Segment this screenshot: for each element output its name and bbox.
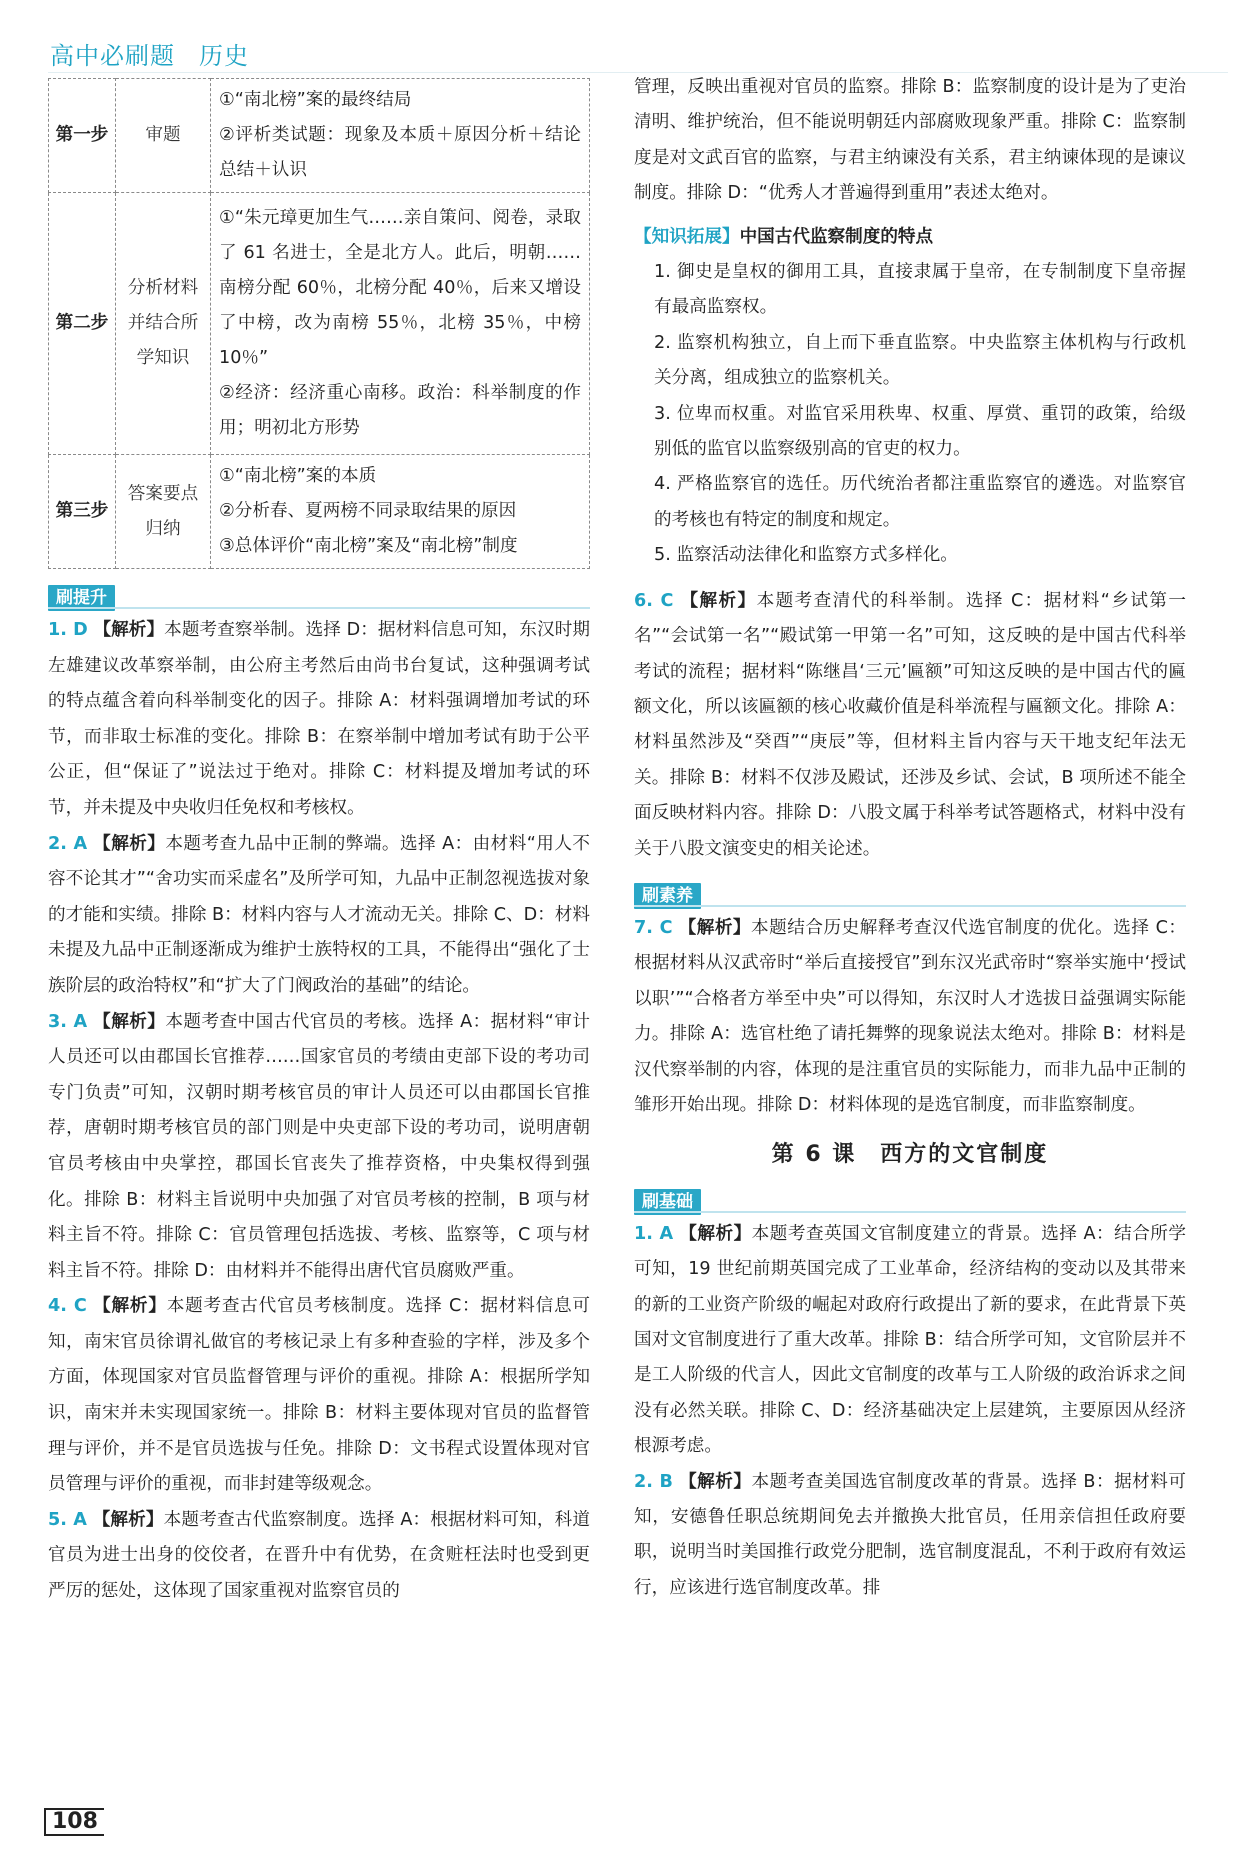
section-tag-row — [48, 581, 590, 609]
knowledge-item: 3. 位卑而权重。对监官采用秩卑、权重、厚赏、重罚的政策，给级别低的监官以监察级别高的官吏的权力。 — [654, 403, 1186, 460]
running-header — [50, 36, 249, 71]
answer-item — [48, 1503, 590, 1610]
answer-number: 1. D — [48, 620, 88, 640]
step-line: ①“南北榜”案的本质 — [219, 466, 377, 486]
answer-number: 7. C — [634, 917, 673, 938]
step-line: ②分析春、夏两榜不同录取结果的原因 — [219, 501, 517, 521]
lesson-title: 第 6 课 西方的文官制度 — [771, 1142, 1049, 1168]
answer-number: 1. A — [634, 1223, 674, 1244]
section-tag-row — [634, 879, 1186, 907]
answer-number: 2. A — [48, 833, 88, 854]
knowledge-tag: 【知识拓展】 — [634, 226, 740, 247]
answer-text: 本题结合历史解释考查汉代选官制度的优化。选择 C：根据材料从汉武帝时“举后直接授官”到东汉光武帝时“察举实施中‘授试以职’”“合格者方举至中央”可以得知，东汉时人才选拔日益强调实际能力。排除 A：选官杜绝了请托舞弊的现象说法太绝对。排除 B：材料是汉代察举制的内容，体现的是注重官员的实际能力，而非九品中正制的雏形开始出现。排除 D：材料体现的是选官制度，而非监察制度。 — [634, 917, 1186, 1115]
answer-number: 6. C — [634, 590, 674, 611]
knowledge-heading — [634, 220, 1186, 255]
analysis-label: 【解析】 — [680, 590, 757, 611]
right-column — [634, 70, 1186, 1606]
step-line: ②经济：经济重心南移。政治：科举制度的作用；明初北方形势 — [219, 383, 581, 438]
step-task: 分析材料并结合所学知识 — [116, 193, 211, 455]
answer-item — [48, 827, 590, 1005]
analysis-label: 【解析】 — [679, 1471, 752, 1492]
knowledge-box — [634, 220, 1186, 574]
analysis-label: 【解析】 — [93, 1011, 166, 1032]
step-task: 审题 — [116, 79, 211, 193]
section-tag-jichu: 刷基础 — [634, 1189, 701, 1215]
answer-text: 本题考查英国文官制度建立的背景。选择 A：结合所学可知，19 世纪前期英国完成了工业革命，经济结构的变动以及其带来的新的工业资产阶级的崛起对政府行政提出了新的要求，在此背景下英国对文官制度进行了重大改革。排除 B：结合所学可知，文官阶层并不是工人阶级的代言人，因此文官制度的改革与工人阶级的政治诉求之间没有必然关联。排除 C、D：经济基础决定上层建筑，主要原因从经济根源考虑。 — [634, 1223, 1186, 1457]
analysis-label: 【解析】 — [93, 1296, 167, 1317]
left-column — [48, 78, 590, 1610]
knowledge-item: 4. 严格监察官的选任。历代统治者都注重监察官的遴选。对监察官的考核也有特定的制度和规定。 — [654, 474, 1186, 530]
step-line: ①“朱元璋更加生气……亲自策问、阅卷，录取了 61 名进士，全是北方人。此后，明朝……南榜分配 60％，北榜分配 40％，后来又增设了中榜，改为南榜 55％，北榜 35％，中榜 10％” — [219, 208, 581, 368]
step-task: 答案要点归纳 — [116, 455, 211, 569]
answer-text: 本题考查九品中正制的弊端。选择 A：由材料“用人不容不论其才”“舍功实而采虚名”及所学可知，九品中正制忽视选拔对象的才能和实绩。排除 B：材料内容与人才流动无关。排除 C、D：材料未提及九品中正制逐渐成为维护士族特权的工具，不能得出“强化了士族阶层的政治特权”和“扩大了门阀政治的基础”的结论。 — [48, 833, 590, 996]
answer-item — [634, 1217, 1186, 1465]
answer-text: 本题考查察举制。选择 D：据材料信息可知，东汉时期左雄建议改革察举制，由公府主考然后由尚书台复试，这种强调考试的特点蕴含着向科举制变化的因子。排除 A：材料强调增加考试的环节，而非取士标准的变化。排除 B：在察举制中增加考试有助于公平公正，但“保证了”说法过于绝对。排除 C：材料提及增加考试的环节，并未提及中央收归任免权和考核权。 — [48, 620, 590, 818]
answer-number: 4. C — [48, 1296, 87, 1317]
answer-continuation: 管理，反映出重视对官员的监察。排除 B：监察制度的设计是为了吏治清明、维护统治，但不能说明朝廷内部腐败现象严重。排除 C：监察制度是对文武百官的监察，与君主纳谏没有关系，君主纳谏体现的是谏议制度。排除 D：“优秀人才普遍得到重用”表述太绝对。 — [634, 77, 1186, 204]
book-title: 高中必刷题 — [50, 42, 175, 70]
step-row-1 — [49, 79, 590, 193]
step-row-3 — [49, 455, 590, 569]
analysis-label: 【解析】 — [93, 620, 165, 640]
step-content — [211, 455, 590, 569]
answer-item — [48, 1289, 590, 1503]
analysis-label: 【解析】 — [678, 917, 752, 938]
subject-title: 历史 — [199, 42, 249, 70]
answer-text: 本题考查美国选官制度改革的背景。选择 B：据材料可知，安德鲁任职总统期间免去并撤换大批官员，任用亲信担任政府要职，说明当时美国推行政党分肥制，选官制度混乱，不利于政府有效运行，应该进行选官制度改革。排 — [634, 1471, 1186, 1598]
answer-item — [634, 911, 1186, 1123]
knowledge-item: 5. 监察活动法律化和监察方式多样化。 — [654, 545, 958, 566]
section-tag-suyang: 刷素养 — [634, 883, 701, 909]
knowledge-item: 1. 御史是皇权的御用工具，直接隶属于皇帝，在专制制度下皇帝握有最高监察权。 — [654, 262, 1186, 318]
answer-number: 5. A — [48, 1509, 87, 1530]
steps-table — [48, 78, 590, 569]
answer-item — [634, 1465, 1186, 1607]
answer-item — [48, 613, 590, 827]
page-number: 108 — [44, 1808, 104, 1836]
answer-number: 3. A — [48, 1011, 88, 1032]
step-line: ②评析类试题：现象及本质＋原因分析＋结论总结＋认识 — [219, 125, 581, 180]
answer-number: 2. B — [634, 1471, 673, 1492]
answer-item — [634, 584, 1186, 867]
step-line: ①“南北榜”案的最终结局 — [219, 90, 412, 110]
knowledge-title: 中国古代监察制度的特点 — [739, 226, 934, 247]
answer-text: 本题考查古代官员考核制度。选择 C：据材料信息可知，南宋官员徐谓礼做官的考核记录上有多种查验的字样，涉及多个方面，体现国家对官员监督管理与评价的重视。排除 A：根据所学知识，南宋并未实现国家统一。排除 B：材料主要体现对官员的监督管理与评价，并不是官员选拔与任免。排除 D：文书程式设置体现对官员管理与评价的重视，而非封建等级观念。 — [48, 1296, 590, 1495]
answer-text: 本题考查清代的科举制。选择 C：据材料“乡试第一名”“会试第一名”“殿试第一甲第一名”可知，这反映的是中国古代科举考试的流程；据材料“陈继昌‘三元’匾额”可知这反映的是中国古代的匾额文化，所以该匾额的核心收藏价值是科举流程与匾额文化。排除 A：材料虽然涉及“癸酉”“庚辰”等，但材料主旨内容与天干地支纪年法无关。排除 B：材料不仅涉及殿试，还涉及乡试、会试，B 项所述不能全面反映材料内容。排除 D：八股文属于科举考试答题格式，材料中没有关于八股文演变史的相关论述。 — [634, 590, 1187, 859]
answer-item — [48, 1005, 590, 1290]
analysis-label: 【解析】 — [679, 1223, 752, 1244]
analysis-label: 【解析】 — [92, 1509, 164, 1530]
step-line: ③总体评价“南北榜”案及“南北榜”制度 — [219, 536, 518, 556]
step-content — [211, 79, 590, 193]
answer-text: 本题考查中国古代官员的考核。选择 A：据材料“审计人员还可以由郡国长官推荐……国家官员的考绩由吏部下设的考功司专门负责”可知，汉朝时期考核官员的审计人员还可以由郡国长官推荐，唐朝时期考核官员的部门则是中央吏部下设的考功司，说明唐朝官员考核由中央掌控，郡国长官丧失了推荐资格，中央集权得到强化。排除 B：材料主旨说明中央加强了对官员考核的控制，B 项与材料主旨不符。排除 C：官员管理包括选拔、考核、监察等，C 项与材料主旨不符。排除 D：由材料并不能得出唐代官员腐败严重。 — [48, 1011, 590, 1281]
step-row-2 — [49, 193, 590, 455]
answer-text: 本题考查古代监察制度。选择 A：根据材料可知，科道官员为进士出身的佼佼者，在晋升中有优势，在贪赃枉法时也受到更严厉的惩处，这体现了国家重视对监察官员的 — [48, 1509, 590, 1602]
step-label: 第一步 — [49, 79, 116, 193]
step-label: 第二步 — [49, 193, 116, 455]
step-label: 第三步 — [49, 455, 116, 569]
analysis-label: 【解析】 — [93, 833, 166, 854]
step-content — [211, 193, 590, 455]
section-tag-tisheng: 刷提升 — [48, 585, 115, 611]
knowledge-item: 2. 监察机构独立，自上而下垂直监察。中央监察主体机构与行政机关分离，组成独立的监察机关。 — [654, 332, 1186, 389]
section-tag-row — [634, 1185, 1186, 1213]
